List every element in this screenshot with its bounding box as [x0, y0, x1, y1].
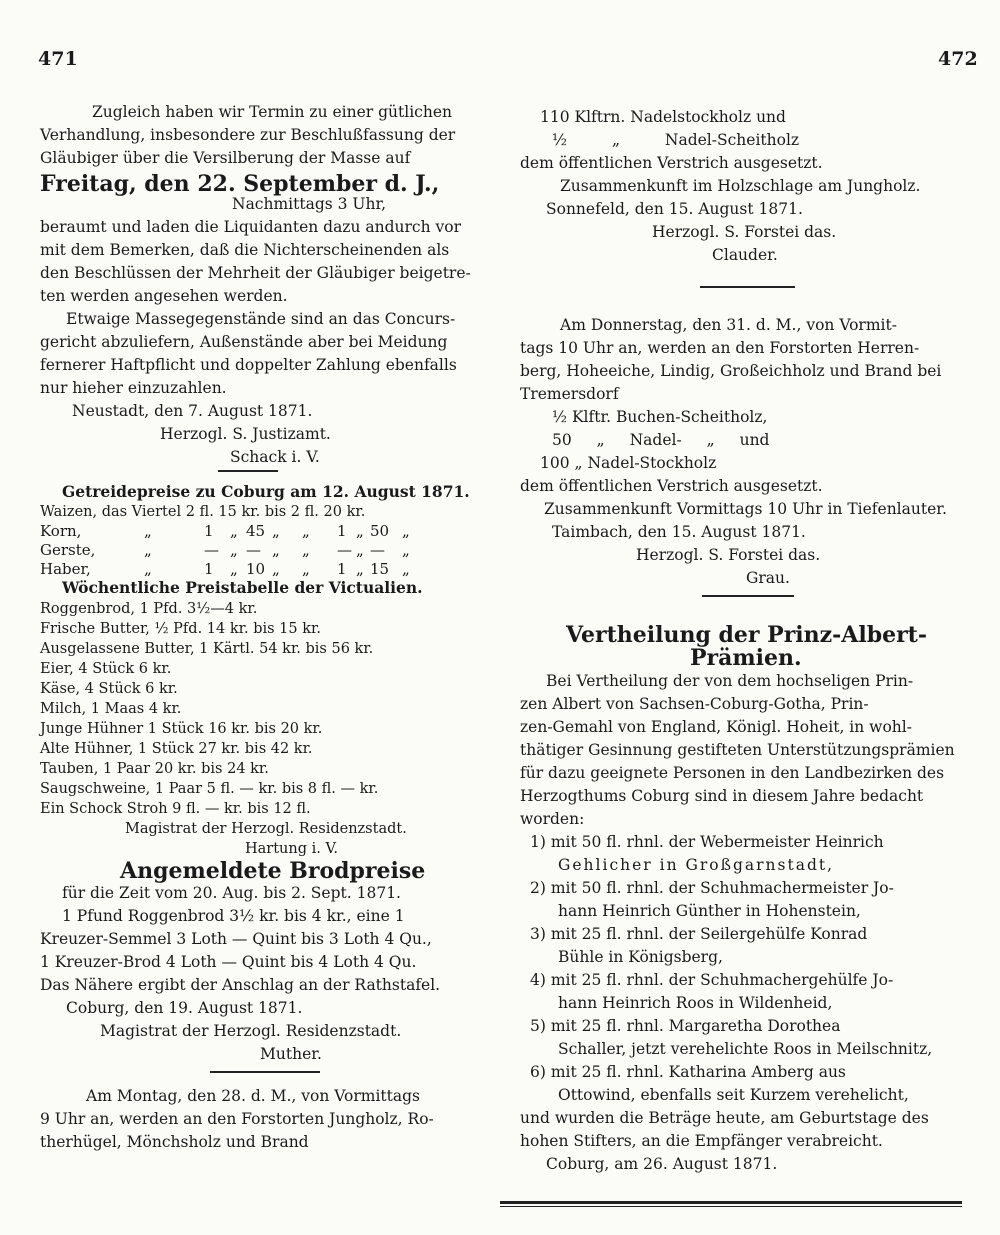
thursday-line: berg, Hoheeiche, Lindig, Großeichholz und Brand bei [520, 362, 942, 380]
prize-heading: Vertheilung der Prinz-Albert- [566, 622, 927, 648]
victual-item: Saugschweine, 1 Paar 5 fl. — kr. bis 8 fl. — kr. [40, 781, 379, 797]
thursday-line: tags 10 Uhr an, werden an den Forstorten Herren- [520, 339, 920, 357]
prize-recipient: hann Heinrich Roos in Wildenheid, [558, 994, 833, 1012]
notice-signature-office: Herzogl. S. Justizamt. [160, 425, 331, 443]
grain-row: Gerste, „ — „ — „ „ — „ — „ [40, 541, 410, 559]
bread-place-date: Coburg, den 19. August 1871. [66, 999, 303, 1017]
bottom-rule-thin [500, 1206, 962, 1207]
bread-line: Das Nähere ergibt der Anschlag an der Rathstafel. [40, 976, 441, 994]
notice-line: Nachmittags 3 Uhr, [232, 195, 387, 213]
victual-item: Ausgelassene Butter, 1 Kärtl. 54 kr. bis 56 kr. [40, 641, 374, 657]
notice-place-date: Neustadt, den 7. August 1871. [72, 402, 313, 420]
victual-item: Eier, 4 Stück 6 kr. [40, 661, 172, 677]
prize-recipient: 6) mit 25 fl. rhnl. Katharina Amberg aus [530, 1063, 846, 1081]
notice-line: nur hieher einzuzahlen. [40, 379, 227, 397]
victuals-signature-office: Magistrat der Herzogl. Residenzstadt. [125, 821, 407, 837]
victual-item: Alte Hühner, 1 Stück 27 kr. bis 42 kr. [40, 741, 313, 757]
prize-recipient: 1) mit 50 fl. rhnl. der Webermeister Heinrich [530, 833, 884, 851]
bread-line: für die Zeit vom 20. Aug. bis 2. Sept. 1871. [62, 884, 401, 902]
thursday-place-date: Taimbach, den 15. August 1871. [552, 523, 806, 541]
bread-heading: Angemeldete Brodpreise [120, 858, 426, 884]
wood-line: Zusammenkunft im Holzschlage am Jungholz. [560, 177, 921, 195]
wood-line: 110 Klftrn. Nadelstockholz und [540, 108, 786, 126]
thursday-line: Am Donnerstag, den 31. d. M., von Vormit- [560, 316, 897, 334]
notice-date-heading: Freitag, den 22. September d. J., [40, 171, 440, 197]
victual-item: Roggenbrod, 1 Pfd. 3½—4 kr. [40, 601, 258, 617]
grain-heading: Getreidepreise zu Coburg am 12. August 1871. [62, 482, 470, 501]
notice-line: fernerer Haftpflicht und doppelter Zahlung ebenfalls [40, 356, 457, 374]
thursday-line: dem öffentlichen Verstrich ausgesetzt. [520, 477, 823, 495]
notice-line: Zugleich haben wir Termin zu einer gütlichen [92, 103, 452, 121]
victual-item: Junge Hühner 1 Stück 16 kr. bis 20 kr. [40, 721, 323, 737]
notice-line: Etwaige Massegegenstände sind an das Concurs- [66, 310, 456, 328]
victual-item: Tauben, 1 Paar 20 kr. bis 24 kr. [40, 761, 269, 777]
wood-line: ½ „ Nadel-Scheitholz [552, 131, 800, 149]
wood-place-date: Sonnefeld, den 15. August 1871. [546, 200, 803, 218]
page-number-right: 472 [938, 48, 978, 70]
prize-recipient: 2) mit 50 fl. rhnl. der Schuhmachermeister Jo- [530, 879, 894, 897]
prize-heading-2: Prämien. [690, 645, 802, 671]
notice-line: ten werden angesehen werden. [40, 287, 288, 305]
thursday-signature-office: Herzogl. S. Forstei das. [636, 546, 821, 564]
thursday-wood-item: 100 „ Nadel-Stockholz [540, 454, 717, 472]
bread-line: 1 Pfund Roggenbrod 3½ kr. bis 4 kr., eine 1 [62, 907, 405, 925]
prize-recipient: Bühle in Königsberg, [558, 948, 723, 966]
wood-signature-name: Clauder. [712, 246, 778, 264]
bread-line: Kreuzer-Semmel 3 Loth — Quint bis 3 Loth 4 Qu., [40, 930, 432, 948]
monday-line: therhügel, Mönchsholz und Brand [40, 1133, 309, 1151]
monday-line: 9 Uhr an, werden an den Forstorten Jungholz, Ro- [40, 1110, 434, 1128]
prize-recipient: 4) mit 25 fl. rhnl. der Schuhmachergehülfe Jo- [530, 971, 894, 989]
notice-line: den Beschlüssen der Mehrheit der Gläubiger beigetre- [40, 264, 471, 282]
grain-row: Haber, „ 1 „ 10 „ „ 1 „ 15 „ [40, 560, 410, 578]
prize-line: Herzogthums Coburg sind in diesem Jahre bedacht [520, 787, 924, 805]
notice-line: gericht abzuliefern, Außenstände aber bei Meidung [40, 333, 448, 351]
prize-recipient: Schaller, jetzt verehelichte Roos in Meilschnitz, [558, 1040, 933, 1058]
thursday-wood-item: 50 „ Nadel- „ und [552, 431, 770, 449]
victual-item: Milch, 1 Maas 4 kr. [40, 701, 182, 717]
wood-line: dem öffentlichen Verstrich ausgesetzt. [520, 154, 823, 172]
thursday-signature-name: Grau. [746, 569, 790, 587]
grain-header-row: Waizen, das Viertel 2 fl. 15 kr. bis 2 fl. 20 kr. [40, 504, 366, 520]
victual-item: Ein Schock Stroh 9 fl. — kr. bis 12 fl. [40, 801, 311, 817]
page-number-left: 471 [38, 48, 78, 70]
prize-place-date: Coburg, am 26. August 1871. [546, 1155, 778, 1173]
grain-row: Korn, „ 1 „ 45 „ „ 1 „ 50 „ [40, 522, 410, 540]
prize-line: zen-Gemahl von England, Königl. Hoheit, in wohl- [520, 718, 912, 736]
wood-signature-office: Herzogl. S. Forstei das. [652, 223, 837, 241]
divider [700, 286, 795, 288]
prize-line: thätiger Gesinnung gestifteten Unterstützungsprämien [520, 741, 955, 759]
notice-line: Gläubiger über die Versilberung der Masse auf [40, 149, 411, 167]
thursday-wood-item: ½ Klftr. Buchen-Scheitholz, [552, 408, 768, 426]
prize-recipient: Gehlicher in Großgarnstadt, [558, 856, 835, 874]
notice-line: Verhandlung, insbesondere zur Beschlußfassung der [40, 126, 456, 144]
grain-table [40, 522, 480, 579]
notice-line: mit dem Bemerken, daß die Nichterscheinenden als [40, 241, 450, 259]
prize-recipient: Ottowind, ebenfalls seit Kurzem verehelicht, [558, 1086, 909, 1104]
divider [702, 595, 794, 597]
prize-line: hohen Stifters, an die Empfänger verabreicht. [520, 1132, 883, 1150]
prize-line: zen Albert von Sachsen-Coburg-Gotha, Prin- [520, 695, 869, 713]
bread-signature-name: Muther. [260, 1045, 322, 1063]
prize-line: Bei Vertheilung der von dem hochseligen Prin- [546, 672, 914, 690]
victuals-signature-name: Hartung i. V. [245, 841, 339, 857]
prize-recipient: hann Heinrich Günther in Hohenstein, [558, 902, 861, 920]
prize-line: worden: [520, 810, 585, 828]
victual-item: Frische Butter, ½ Pfd. 14 kr. bis 15 kr. [40, 621, 321, 637]
divider [210, 1071, 320, 1073]
divider [218, 470, 278, 472]
bottom-rule [500, 1201, 962, 1204]
prize-recipient: 3) mit 25 fl. rhnl. der Seilergehülfe Konrad [530, 925, 868, 943]
victuals-heading: Wöchentliche Preistabelle der Victualien. [62, 578, 423, 597]
thursday-line: Zusammenkunft Vormittags 10 Uhr in Tiefenlauter. [544, 500, 947, 518]
victual-item: Käse, 4 Stück 6 kr. [40, 681, 178, 697]
monday-line: Am Montag, den 28. d. M., von Vormittags [86, 1087, 420, 1105]
prize-line: und wurden die Beträge heute, am Geburtstage des [520, 1109, 929, 1127]
bread-signature-office: Magistrat der Herzogl. Residenzstadt. [100, 1022, 402, 1040]
bread-line: 1 Kreuzer-Brod 4 Loth — Quint bis 4 Loth 4 Qu. [40, 953, 417, 971]
thursday-line: Tremersdorf [520, 385, 619, 403]
notice-line: beraumt und laden die Liquidanten dazu andurch vor [40, 218, 462, 236]
notice-signature-name: Schack i. V. [230, 448, 320, 466]
prize-recipient: 5) mit 25 fl. rhnl. Margaretha Dorothea [530, 1017, 841, 1035]
prize-line: für dazu geeignete Personen in den Landbezirken des [520, 764, 945, 782]
